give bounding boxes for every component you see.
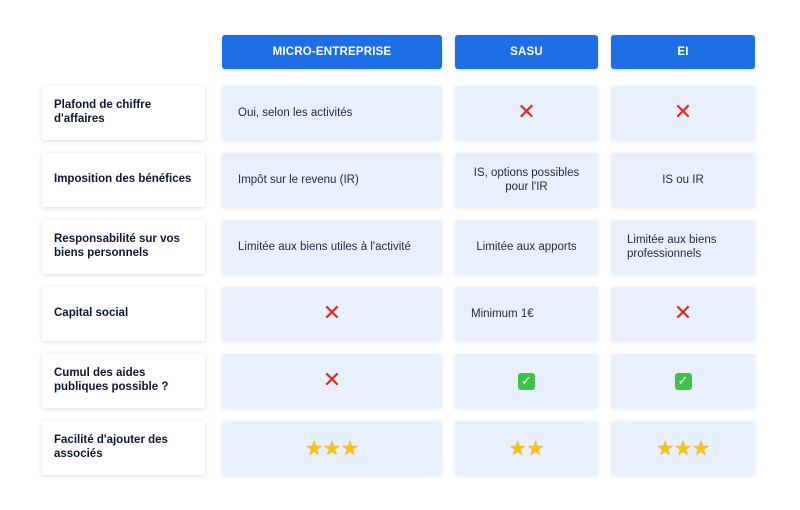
cell-imposition-sasu: IS, options possibles pour l'IR [455, 153, 598, 207]
cell-responsabilite-ei: Limitée aux biens professionnels [611, 220, 755, 274]
star-icon: ★ [526, 435, 545, 460]
column-header-micro-entreprise: MICRO-ENTREPRISE [222, 35, 442, 69]
row-label-plafond: Plafond de chiffre d'affaires [42, 86, 205, 140]
row-label-associes: Facilité d'ajouter des associés [42, 421, 205, 475]
cross-icon: ✕ [517, 100, 536, 126]
cross-icon: ✕ [673, 301, 693, 327]
cell-plafond-sasu [455, 86, 598, 140]
row-label-cumul-aides: Cumul des aides publiques possible ? [42, 354, 205, 408]
column-header-sasu: SASU [455, 35, 598, 69]
cell-imposition-ei: IS ou IR [611, 153, 755, 207]
star-icon: ★ [691, 435, 710, 460]
cell-associes-sasu [455, 421, 598, 475]
star-icon: ★ [340, 435, 359, 460]
cross-icon: ✕ [322, 368, 342, 394]
check-icon: ✓ [675, 373, 692, 390]
star-icon: ★ [323, 435, 341, 460]
cell-capital-ei [611, 287, 755, 341]
cell-cumul-micro [222, 354, 442, 408]
star-rating [656, 436, 710, 461]
star-rating [305, 436, 359, 461]
row-label-capital: Capital social [42, 287, 205, 341]
cell-imposition-micro: Impôt sur le revenu (IR) [222, 153, 442, 207]
row-label-responsabilite: Responsabilité sur vos biens personnels [42, 220, 205, 274]
star-icon: ★ [508, 435, 527, 460]
star-icon: ★ [656, 435, 675, 460]
cell-cumul-sasu [455, 354, 598, 408]
column-header-ei: EI [611, 35, 755, 69]
star-icon: ★ [305, 435, 324, 460]
row-label-imposition: Imposition des bénéfices [42, 153, 205, 207]
cell-cumul-ei [611, 354, 755, 408]
star-rating [509, 436, 545, 461]
cell-plafond-micro: Oui, selon les activités [222, 86, 442, 140]
cross-icon: ✕ [322, 301, 342, 327]
cell-associes-ei [611, 421, 755, 475]
cell-responsabilite-sasu: Limitée aux apports [455, 220, 598, 274]
cell-capital-micro [222, 287, 442, 341]
cell-responsabilite-micro: Limitée aux biens utiles à l'activité [222, 220, 442, 274]
check-icon: ✓ [518, 373, 535, 390]
cross-icon: ✕ [673, 100, 693, 126]
cell-associes-micro [222, 421, 442, 475]
cell-plafond-ei [611, 86, 755, 140]
cell-capital-sasu: Minimum 1€ [455, 287, 598, 341]
star-icon: ★ [674, 435, 692, 460]
